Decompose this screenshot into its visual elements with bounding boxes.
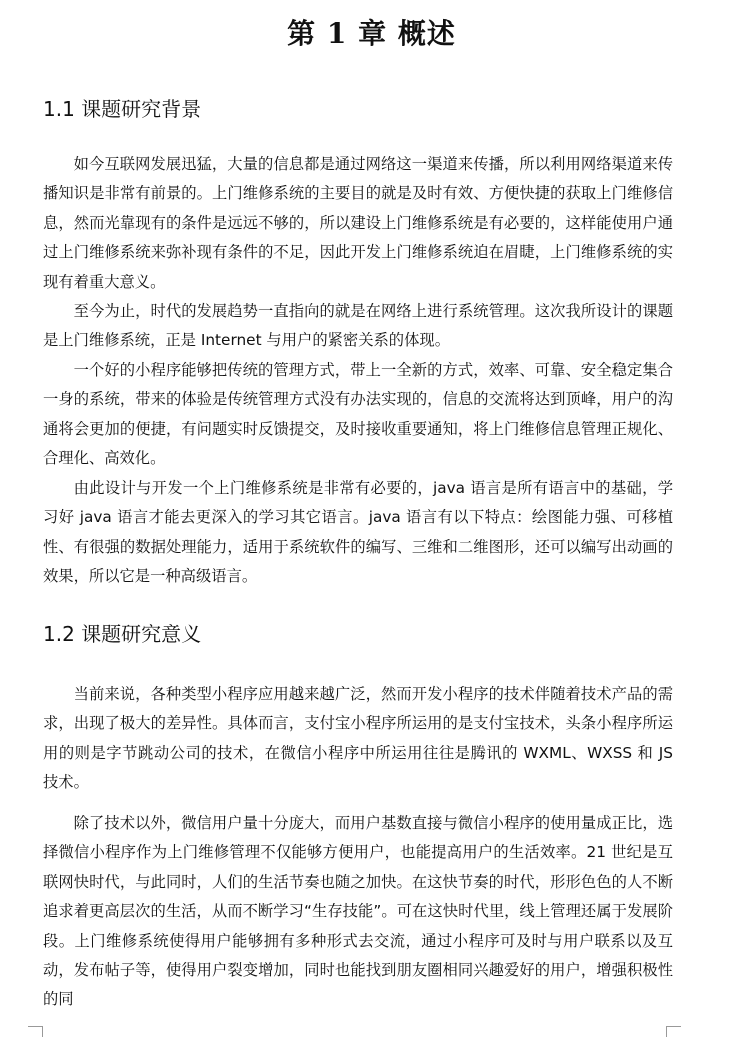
chapter-title: 第 1 章 概述 xyxy=(287,17,456,50)
section-heading-1-1: 1.1 课题研究背景 xyxy=(43,97,202,121)
page-corner-mark-right xyxy=(666,1026,681,1037)
paragraph: 除了技术以外，微信用户量十分庞大，而用户基数直接与微信小程序的使用量成正比，选择微信小程序作为上门维修管理不仅能够方便用户，也能提高用户的生活效率。21 世纪是互联网快时代，与此同时，人们的生活节奏也随之加快。在这快节奏的时代，形形色色的人不断追求着更高层次的生活，从而不断学习“生存技能”。可在这快时代里，线上管理还属于发展阶段。上门维修系统使得用户能够拥有多种形式去交流，通过小程序可及时与用户联系以及互动，发布帖子等，使得用户裂变增加，同时也能找到朋友圈相同兴趣爱好的用户，增强积极性的同 xyxy=(43,814,673,1009)
paragraph: 至今为止，时代的发展趋势一直指向的就是在网络上进行系统管理。这次我所设计的课题是上门维修系统，正是 Internet 与用户的紧密关系的体现。 xyxy=(43,302,673,350)
paragraph: 由此设计与开发一个上门维修系统是非常有必要的，java 语言是所有语言中的基础，学习好 java 语言才能去更深入的学习其它语言。java 语言有以下特点：绘图能力强、可移植性、有很强的数据处理能力，适用于系统软件的编写、三维和二维图形，还可以编写出动画的效果，所以它是一种高级语言。 xyxy=(43,479,673,586)
page-corner-mark-left xyxy=(28,1026,43,1037)
paragraph: 一个好的小程序能够把传统的管理方式，带上一全新的方式，效率、可靠、安全稳定集合一身的系统，带来的体验是传统管理方式没有办法实现的，信息的交流将达到顶峰，用户的沟通将会更加的便捷，有问题实时反馈提交，及时接收重要通知，将上门维修信息管理正规化、合理化、高效化。 xyxy=(43,361,673,468)
paragraph: 当前来说，各种类型小程序应用越来越广泛，然而开发小程序的技术伴随着技术产品的需求，出现了极大的差异性。具体而言，支付宝小程序所运用的是支付宝技术，头条小程序所运用的则是字节跳动公司的技术，在微信小程序中所运用往往是腾讯的 WXML、WXSS 和 JS 技术。 xyxy=(43,685,673,792)
paragraph: 如今互联网发展迅猛，大量的信息都是通过网络这一渠道来传播，所以利用网络渠道来传播知识是非常有前景的。上门维修系统的主要目的就是及时有效、方便快捷的获取上门维修信息，然而光靠现有的条件是远远不够的，所以建设上门维修系统是有必要的，这样能使用户通过上门维修系统来弥补现有条件的不足，因此开发上门维修系统迫在眉睫，上门维修系统的实现有着重大意义。 xyxy=(43,155,673,291)
section-heading-1-2: 1.2 课题研究意义 xyxy=(43,622,202,646)
